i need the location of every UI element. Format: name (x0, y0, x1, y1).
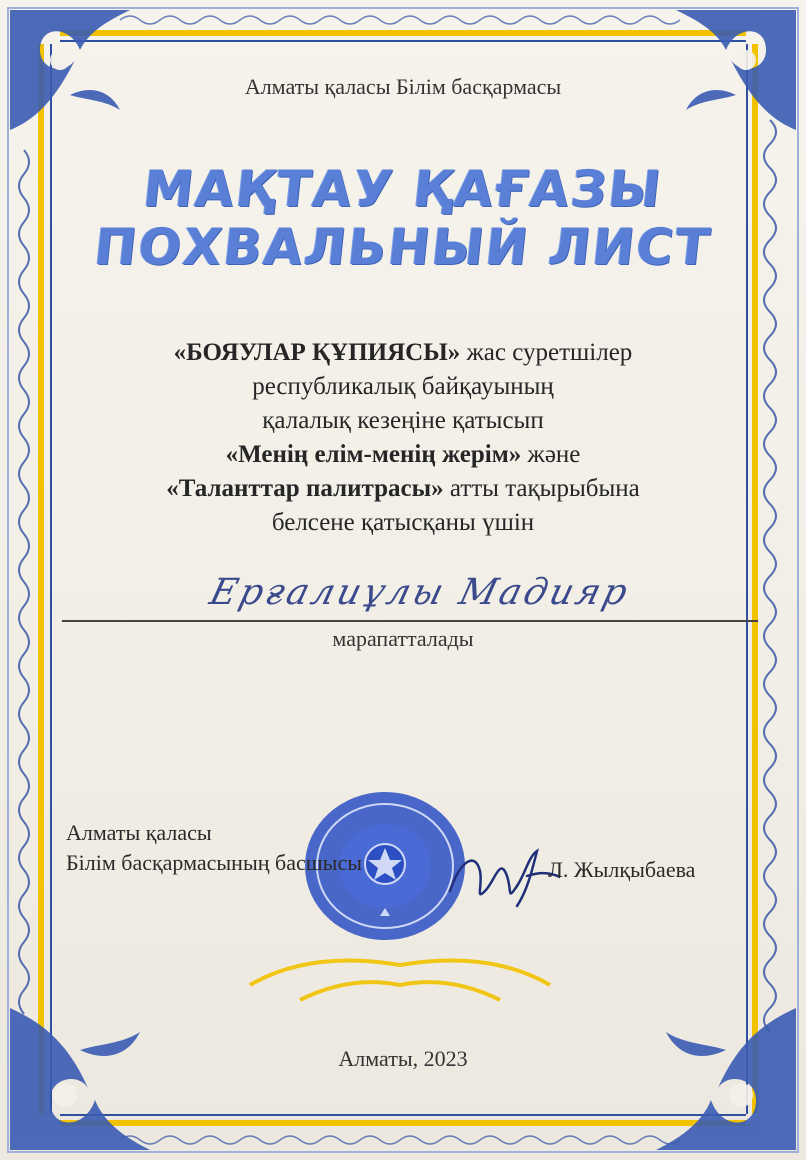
certificate-body (0, 336, 806, 540)
corner-ornament-top-right (676, 10, 796, 130)
corner-ornament-bottom-left (10, 1008, 150, 1150)
body-line-1 (0, 336, 806, 370)
body-line-5 (0, 472, 806, 506)
place-and-year: Алматы, 2023 (338, 1046, 468, 1071)
recipient-underline (62, 620, 758, 622)
awarded-text: марапатталады (332, 626, 474, 651)
body-line-5-rest: атты тақырыбына (443, 475, 640, 502)
signatory-org-line-2: Білім басқармасының басшысы (66, 850, 363, 875)
signatory-organization (66, 818, 362, 878)
body-line-1-rest: жас суретшілер (460, 339, 633, 366)
theme-1: «Менің елім-менің жерім» (225, 441, 522, 468)
corner-ornament-top-left (10, 10, 130, 130)
recipient-name-handwritten: Ерғалиұлы Мадияр (205, 572, 635, 613)
handwritten-signature (440, 836, 560, 916)
signatory-name: Л. Жылқыбаева (548, 857, 696, 882)
title-kazakh: МАҚТАУ ҚАҒАЗЫ (140, 160, 666, 218)
body-line-3: қалалық кезеңіне қатысып (262, 407, 544, 434)
issuer-heading: Алматы қаласы Білім басқармасы (244, 74, 562, 99)
body-line-6: белсене қатысқаны үшін (271, 509, 535, 536)
title-russian: ПОХВАЛЬНЫЙ ЛИСТ (91, 218, 715, 276)
contest-name: «БОЯУЛАР ҚҰПИЯСЫ» (173, 339, 461, 366)
bottom-center-ornament (250, 961, 550, 1001)
body-line-4-rest: және (521, 441, 581, 468)
body-line-2: республикалық байқауының (252, 373, 554, 400)
theme-2: «Таланттар палитрасы» (166, 475, 444, 502)
signatory-org-line-1: Алматы қаласы (66, 820, 212, 845)
body-line-4 (0, 438, 806, 472)
corner-ornament-bottom-right (656, 1008, 796, 1150)
